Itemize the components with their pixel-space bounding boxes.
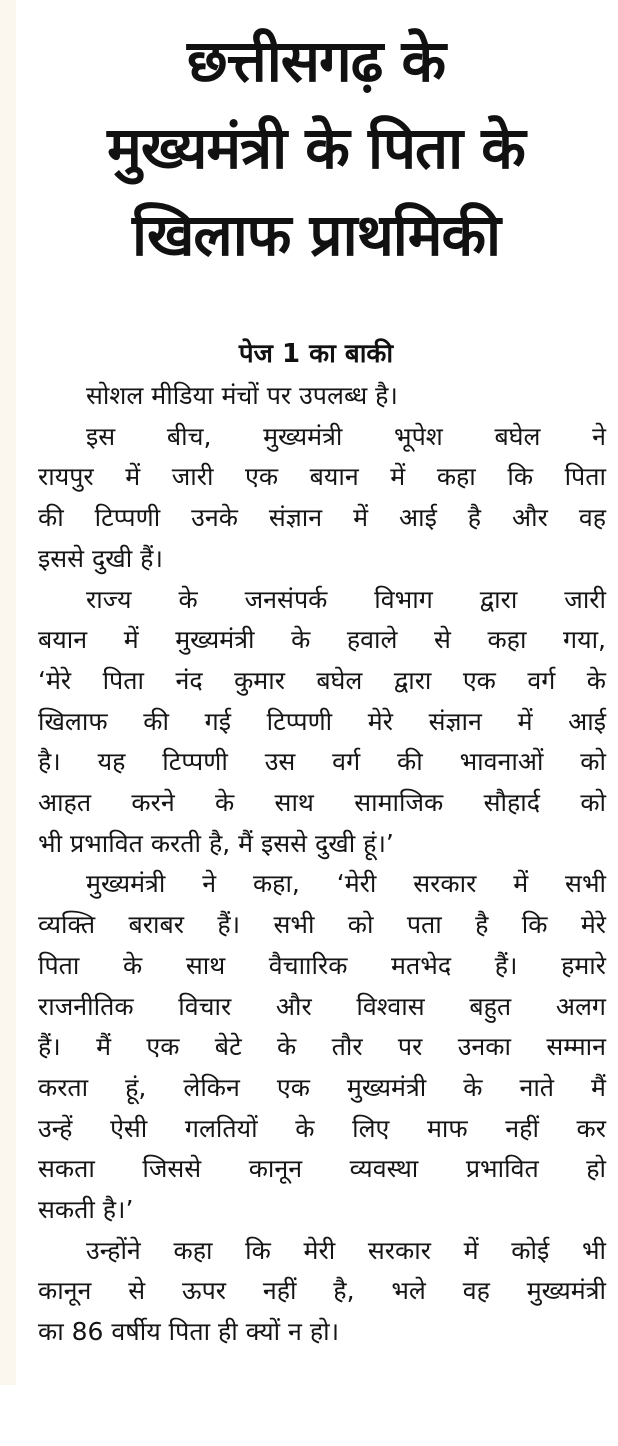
headline-line: मुख्यमंत्री के पिता के: [107, 114, 525, 182]
newspaper-clipping: [16, 0, 604, 1395]
text-line: कानून से ऊपर नहीं है, भले वह मुख्यमंत्री: [38, 1276, 606, 1306]
text-line: सकता जिससे कानून व्यवस्था प्रभावित हो: [38, 1154, 606, 1184]
page-edge-shadow: [0, 0, 16, 1385]
text-line: हैं। मैं एक बेटे के तौर पर उनका सम्मान: [38, 1032, 606, 1062]
text-line: भी प्रभावित करती है, मैं इससे दुखी हूं।’: [38, 828, 394, 858]
text-line: आहत करने के साथ सामाजिक सौहार्द को: [38, 788, 606, 818]
article-body: [38, 376, 606, 1353]
headline-line: छत्तीसगढ़ के: [186, 27, 445, 95]
text-line: खिलाफ की गई टिप्पणी मेरे संज्ञान में आई: [38, 706, 606, 736]
headline-line: खिलाफ प्राथमिकी: [131, 201, 501, 269]
paragraph: [38, 864, 606, 1230]
text-line: उन्हें ऐसी गलतियों के लिए माफ नहीं कर: [38, 1113, 606, 1143]
text-line: है। यह टिप्पणी उस वर्ग की भावनाओं को: [38, 747, 606, 777]
text-line: इस बीच, मुख्यमंत्री भूपेश बघेल ने: [86, 421, 606, 451]
paragraph: [38, 376, 606, 417]
text-line: का 86 वर्षीय पिता ही क्यों न हो।: [38, 1317, 340, 1347]
text-line: राज्य के जनसंपर्क विभाग द्वारा जारी: [86, 584, 606, 614]
text-line: बयान में मुख्यमंत्री के हवाले से कहा गया,: [38, 625, 606, 655]
text-line: पिता के साथ वैचाारिक मतभेद हैं। हमारे: [38, 950, 606, 980]
paragraph: [38, 417, 606, 580]
text-line: की टिप्पणी उनके संज्ञान में आई है और वह: [38, 503, 606, 533]
paragraph: [38, 1231, 606, 1353]
headline: [36, 18, 596, 279]
text-line: राजनीतिक विचार और विश्वास बहुत अलग: [38, 991, 606, 1021]
continued-from-page-label: पेज 1 का बाकी: [238, 339, 394, 369]
text-line: रायपुर में जारी एक बयान में कहा कि पिता: [38, 462, 606, 492]
text-line: सोशल मीडिया मंचों पर उपलब्ध है।: [86, 381, 398, 410]
text-line: ‘मेरे पिता नंद कुमार बघेल द्वारा एक वर्ग के: [38, 665, 606, 695]
text-line: करता हूं, लेकिन एक मुख्यमंत्री के नाते मैं: [38, 1072, 606, 1102]
paragraph: [38, 580, 606, 865]
text-line: उन्होंने कहा कि मेरी सरकार में कोई भी: [86, 1235, 606, 1265]
text-line: सकती है।’: [38, 1195, 134, 1225]
text-line: व्यक्ति बराबर हैं। सभी को पता है कि मेरे: [38, 910, 606, 940]
text-line: इससे दुखी हैं।: [38, 543, 163, 573]
text-line: मुख्यमंत्री ने कहा, ‘मेरी सरकार में सभी: [86, 869, 606, 899]
